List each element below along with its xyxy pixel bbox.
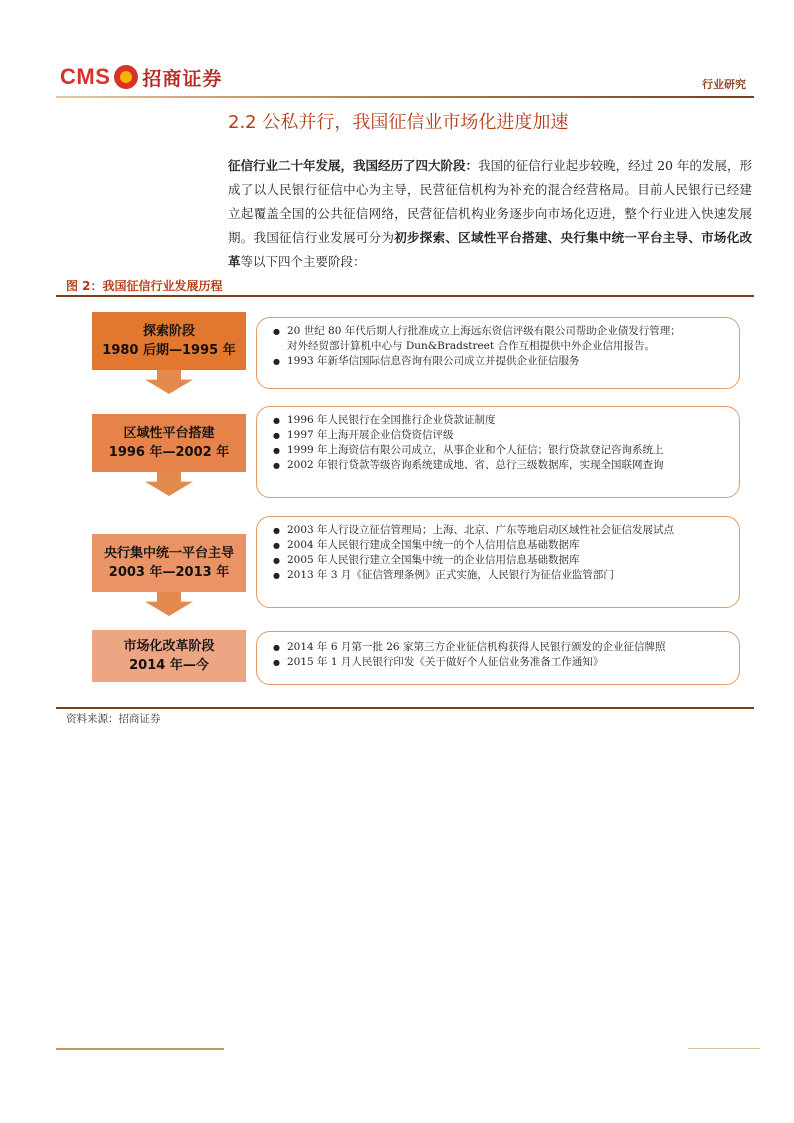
list-item: ● 2014 年 6 月第一批 26 家第三方企业征信机构获得人民银行颁发的企业征信牌照 [273, 640, 729, 655]
figure-source: 资料来源：招商证券 [66, 713, 161, 725]
section-title: 2.2 公私并行，我国征信业市场化进度加速 [228, 112, 569, 133]
logo-emblem-icon [114, 65, 138, 89]
intro-bold-stages: 初步探索、区域性平台搭建、央行集中统一平台主导、市场化改革 [228, 230, 752, 269]
list-item: ● 1999 年上海资信有限公司成立，从事企业和个人征信；银行贷款登记咨询系统上 [273, 443, 729, 458]
stage-name: 市场化改革阶段 [123, 639, 215, 654]
list-item: ● 2015 年 1 月人民银行印发《关于做好个人征信业务准备工作通知》 [273, 655, 729, 670]
stage-name: 探索阶段 [142, 324, 195, 339]
list-item-line: ● 1993 年新华信国际信息咨询有限公司成立并提供企业征信服务 [287, 355, 580, 367]
figure-title: 图 2：我国征信行业发展历程 [66, 279, 223, 293]
list-item-line: 对外经贸部计算机中心与 Dun&Bradstreet 合作互相提供中外企业信用报告。 [287, 340, 655, 352]
stage-period: 2003 年—2013 年 [108, 565, 230, 580]
figure-bottom-divider [56, 707, 754, 709]
list-item: ● 2004 年人民银行建成全国集中统一的个人信用信息基础数据库 [273, 538, 729, 553]
logo-chinese-text: 招商证券 [142, 67, 223, 90]
list-item: ● 2005 年人民银行建立全国集中统一的企业信用信息基础数据库 [273, 553, 729, 568]
intro-body-1: 我国的征信行业起步较晚，经过 20 年的发展，形成了以人民银行征信中心为主导，民营征信机构为补充的混合经营格局。目前人民银行已经建立起覆盖全国的公共征信网络，民营征信机构业务逐步向市场化迈进，整个行业进入快速发展期。我国征信行业发展可分为 [228, 158, 752, 245]
intro-paragraph [228, 154, 752, 274]
footer-divider-left [56, 1048, 224, 1050]
footer-divider-right [688, 1048, 760, 1049]
down-arrow-icon [145, 370, 193, 394]
list-item: ● 1997 年上海开展企业信贷资信评级 [273, 428, 729, 443]
stage-box-central-platform [92, 534, 246, 592]
stage-period: 2014 年—今 [129, 658, 209, 673]
down-arrow-icon [145, 592, 193, 616]
list-item-line: ● 20 世纪 80 年代后期人行批准成立上海远东资信评级有限公司帮助企业债发行管理； [287, 325, 681, 337]
list-item: ● 2002 年银行贷款等级咨询系统建成地、省、总行三级数据库，实现全国联网查询 [273, 458, 729, 473]
list-item [273, 354, 729, 369]
stage-name: 区域性平台搭建 [123, 426, 215, 441]
list-item [273, 324, 729, 354]
stage-period: 1980 后期—1995 年 [102, 343, 236, 358]
stage-box-market-reform [92, 630, 246, 682]
stage-box-exploration [92, 312, 246, 370]
stage-detail-panel-exploration [256, 317, 740, 389]
intro-body-2: 等以下四个主要阶段： [240, 254, 366, 269]
report-type-label: 行业研究 [702, 78, 746, 91]
down-arrow-icon [145, 472, 193, 496]
logo-latin-text: CMS [60, 64, 111, 89]
company-logo [60, 62, 222, 92]
stage-detail-panel-market-reform [256, 631, 740, 685]
stage-name: 央行集中统一平台主导 [103, 546, 234, 561]
list-item: ● 2013 年 3 月《征信管理条例》正式实施，人民银行为征信业监管部门 [273, 568, 729, 583]
figure-title-divider [56, 295, 754, 297]
intro-lead: 征信行业二十年发展，我国经历了四大阶段： [228, 158, 479, 173]
stage-period: 1996 年—2002 年 [108, 445, 230, 460]
list-item: ● 2003 年人行设立征信管理局；上海、北京、广东等地启动区域性社会征信发展试点 [273, 523, 729, 538]
list-item: ● 1996 年人民银行在全国推行企业贷款证制度 [273, 413, 729, 428]
header-divider [56, 96, 754, 98]
stage-detail-panel-central-platform [256, 516, 740, 608]
stage-detail-panel-regional-platform [256, 406, 740, 498]
stage-box-regional-platform [92, 414, 246, 472]
